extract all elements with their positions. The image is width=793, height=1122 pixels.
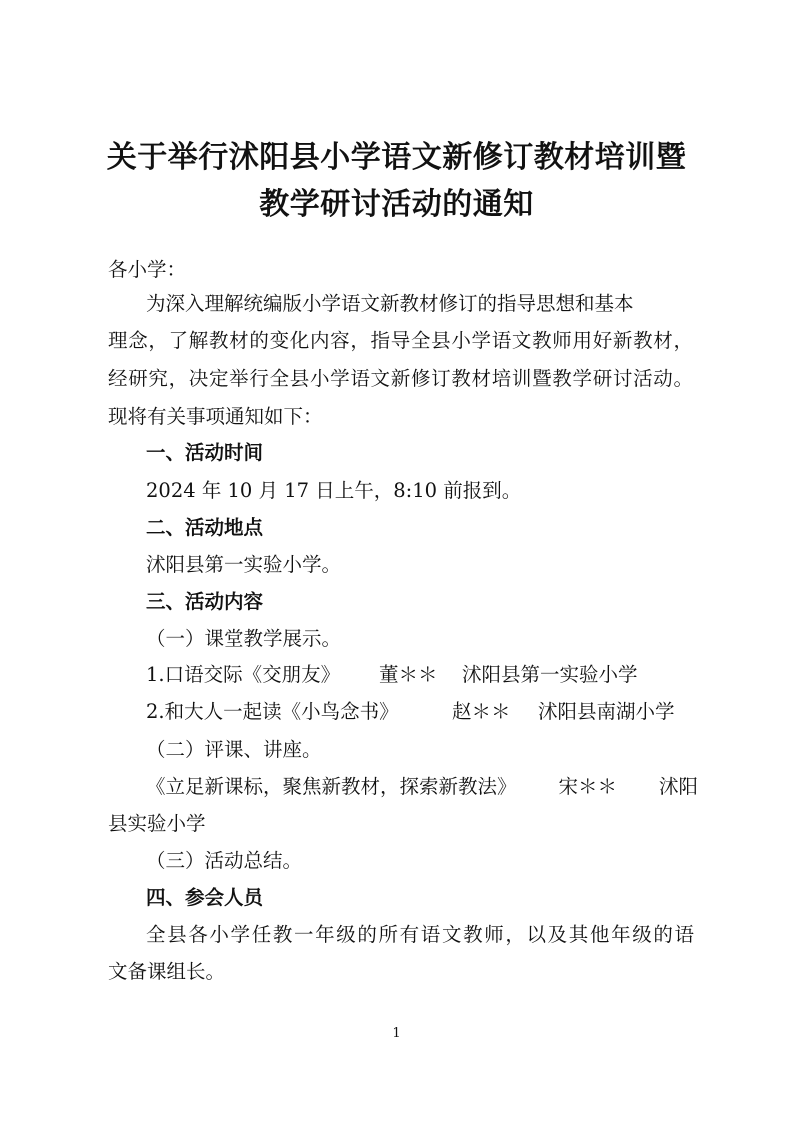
participants-line-1: 全县各小学任教一年级的所有语文教师，以及其他年级的语 <box>146 923 694 946</box>
section-heading-place: 二、活动地点 <box>146 516 264 539</box>
section-heading-participants: 四、参会人员 <box>146 886 264 909</box>
subsection-summary: （三）活动总结。 <box>146 849 303 872</box>
lesson-school: 沭阳县南湖小学 <box>538 700 675 723</box>
document-title-line-1: 关于举行沭阳县小学语文新修订教材培训暨 <box>106 140 687 175</box>
section-heading-content: 三、活动内容 <box>146 590 264 613</box>
intro-line-1: 为深入理解统编版小学语文新教材修订的指导思想和基本 <box>146 292 634 315</box>
section-text-place: 沭阳县第一实验小学。 <box>146 553 342 576</box>
intro-line-4: 现将有关事项通知如下： <box>108 405 323 428</box>
lesson-row <box>146 661 638 689</box>
participants-line-2: 文备课组长。 <box>108 960 226 983</box>
salutation: 各小学： <box>108 258 187 281</box>
page-number: 1 <box>392 1026 401 1041</box>
intro-line-3: 经研究，决定举行全县小学语文新修订教材培训暨教学研讨活动。 <box>108 367 693 390</box>
section-heading-time: 一、活动时间 <box>146 441 264 464</box>
lesson-row <box>146 698 675 726</box>
intro-line-2: 理念，了解教材的变化内容，指导全县小学语文教师用好新教材， <box>108 329 693 352</box>
section-text-time: 2024 年 10 月 17 日上午，8:10 前报到。 <box>146 479 522 502</box>
lecture-row <box>146 773 698 801</box>
lesson-title: 2.和大人一起读《小鸟念书》 <box>146 700 399 723</box>
lesson-title: 1.口语交际《交朋友》 <box>146 663 341 686</box>
lesson-school: 沭阳县第一实验小学 <box>462 663 638 686</box>
subsection-teaching-demo: （一）课堂教学展示。 <box>146 627 342 650</box>
lecture-school-part-2: 县实验小学 <box>108 812 206 835</box>
lecture-school-part-1: 沭阳 <box>658 775 698 798</box>
lecture-title: 《立足新课标，聚焦新教材，探索新教法》 <box>146 775 517 798</box>
document-title-line-2: 教学研讨活动的通知 <box>259 187 534 222</box>
subsection-review-lecture: （二）评课、讲座。 <box>146 738 322 761</box>
lesson-teacher: 董＊＊ <box>379 663 438 686</box>
lecture-speaker: 宋＊＊ <box>558 775 617 798</box>
lesson-teacher: 赵＊＊ <box>452 700 511 723</box>
